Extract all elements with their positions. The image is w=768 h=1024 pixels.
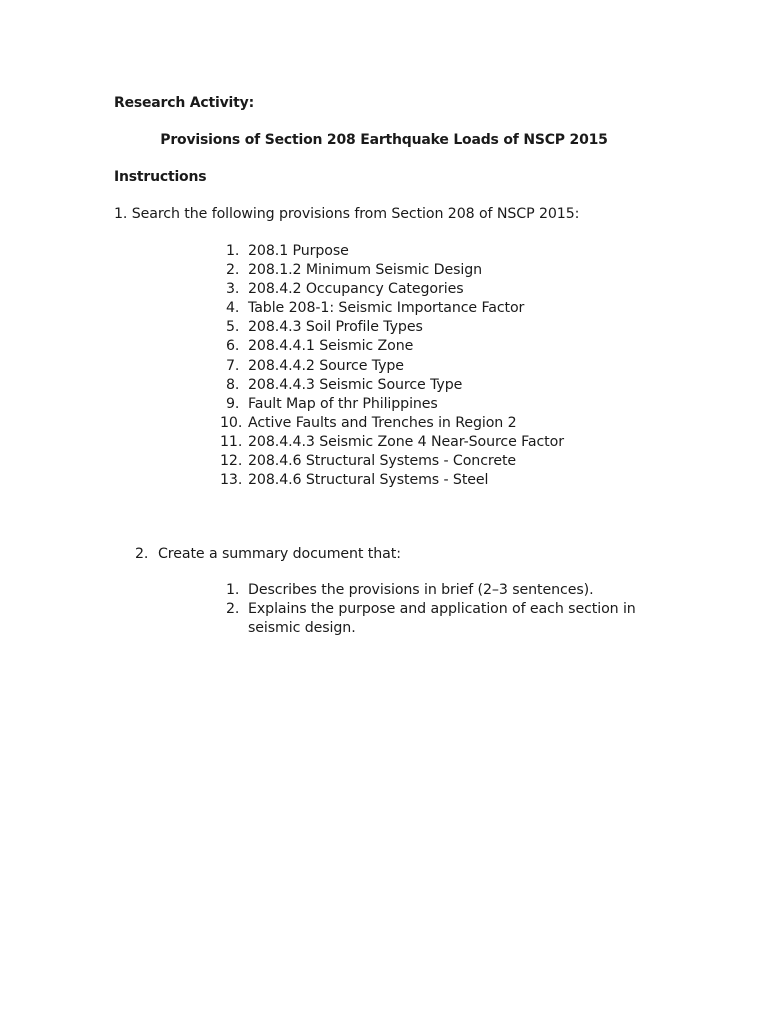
list-item-text: 208.4.3 Soil Profile Types xyxy=(248,319,423,336)
list-item-text: 208.4.4.3 Seismic Zone 4 Near-Source Factor xyxy=(248,433,564,450)
list-item xyxy=(220,357,564,376)
list-item-text: Fault Map of thr Philippines xyxy=(248,395,438,412)
list-number: 11. xyxy=(220,433,243,450)
list-item xyxy=(220,261,564,280)
list-item-text: Explains the purpose and application of each section in seismic design. xyxy=(248,601,636,637)
list-item-text: 208.4.2 Occupancy Categories xyxy=(248,281,464,298)
list-number: 13. xyxy=(220,472,243,489)
list-item-text: 208.4.4.2 Source Type xyxy=(248,357,404,374)
list-item-text: Describes the provisions in brief (2–3 sentences). xyxy=(248,582,594,598)
list-item xyxy=(220,395,564,414)
list-item xyxy=(220,280,564,299)
list-item-text: 208.4.6 Structural Systems - Concrete xyxy=(248,453,517,470)
research-activity-heading: Research Activity: xyxy=(114,95,254,111)
list-number: 4. xyxy=(226,300,240,317)
step-2-number: 2. xyxy=(135,546,149,562)
list-number: 9. xyxy=(226,395,240,412)
list-number: 12. xyxy=(220,453,243,470)
list-number: 1. xyxy=(226,243,240,259)
list-item xyxy=(220,242,564,261)
list-item xyxy=(220,337,564,356)
list-item xyxy=(220,318,564,337)
list-item-text: 208.1.2 Minimum Seismic Design xyxy=(248,262,483,279)
provisions-list xyxy=(220,242,564,490)
list-item xyxy=(220,581,668,600)
list-item xyxy=(220,600,668,638)
list-item-text: 208.4.4.3 Seismic Source Type xyxy=(248,376,463,393)
list-item-text: Table 208-1: Seismic Importance Factor xyxy=(248,300,525,317)
list-number: 5. xyxy=(226,319,240,336)
list-item-text: 208.4.4.1 Seismic Zone xyxy=(248,338,414,355)
list-item-text: 208.1 Purpose xyxy=(248,243,349,259)
list-item xyxy=(220,414,564,433)
list-number: 6. xyxy=(226,338,240,355)
list-item xyxy=(220,433,564,452)
list-number: 10. xyxy=(220,414,243,431)
list-number: 2. xyxy=(226,601,240,618)
list-number: 3. xyxy=(226,281,240,298)
list-number: 1. xyxy=(226,582,240,598)
step-2-instruction xyxy=(135,545,401,563)
list-item-text: Active Faults and Trenches in Region 2 xyxy=(248,414,517,431)
step-1-instruction: 1. Search the following provisions from Section 208 of NSCP 2015: xyxy=(114,206,580,222)
list-item-text: 208.4.6 Structural Systems - Steel xyxy=(248,472,489,489)
list-item xyxy=(220,376,564,395)
instructions-heading: Instructions xyxy=(114,169,207,185)
document-title: Provisions of Section 208 Earthquake Loads of NSCP 2015 xyxy=(160,132,608,148)
list-number: 2. xyxy=(226,262,240,279)
list-item xyxy=(220,452,564,471)
list-number: 7. xyxy=(226,357,240,374)
list-item xyxy=(220,471,564,490)
step-2-text: Create a summary document that: xyxy=(158,546,401,562)
summary-requirements-list xyxy=(220,581,668,638)
list-number: 8. xyxy=(226,376,240,393)
list-item xyxy=(220,299,564,318)
